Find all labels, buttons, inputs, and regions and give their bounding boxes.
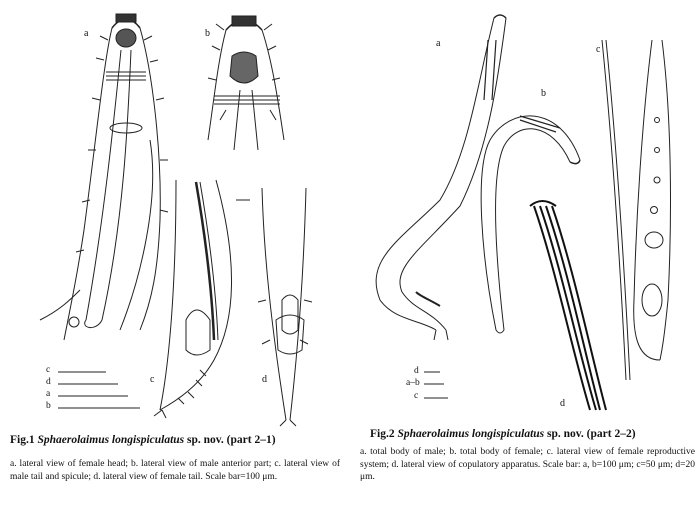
fig1-caption-text: a. lateral view of female head; b. lateral view of male anterior part; c. lateral view of male tail and spicule; d. lateral view of female tail. Scale bar=100 μm. [10, 459, 340, 482]
fig1-scale-label-a: a [46, 389, 51, 399]
fig1-scale-label-d: d [46, 377, 51, 387]
fig2-scale-label-c: c [414, 391, 419, 401]
figure-2 [350, 0, 700, 507]
fig2-caption-title: Fig.2 Sphaerolaimus longispiculatus sp. nov. (part 2–2) [370, 428, 636, 440]
fig2-scale-label-d: d [414, 366, 419, 376]
fig2-panel-a-label: a [436, 38, 441, 49]
fig1-panel-c-label: c [150, 374, 155, 385]
fig1-caption-title: Fig.1 Sphaerolaimus longispiculatus sp. nov. (part 2–1) [10, 434, 276, 446]
fig2-panel-d-label: d [560, 398, 565, 409]
fig1-panel-d-label: d [262, 374, 267, 385]
fig1-scale-label-b: b [46, 401, 51, 411]
fig2-panel-c-label: c [596, 44, 601, 55]
fig1-panel-b-label: b [205, 28, 210, 39]
fig2-caption-text: a. total body of male; b. total body of female; c. lateral view of female reproductive system; d. lateral view of copulatory apparatus. Scale bar: a, b=100 μm; c=50 μm; d=20 μm. [360, 447, 695, 482]
fig2-panel-b-label: b [541, 88, 546, 99]
fig1-panel-a-label: a [84, 28, 89, 39]
fig2-scale-label-ab: a–b [406, 378, 420, 388]
fig1-scale-label-c: c [46, 365, 51, 375]
